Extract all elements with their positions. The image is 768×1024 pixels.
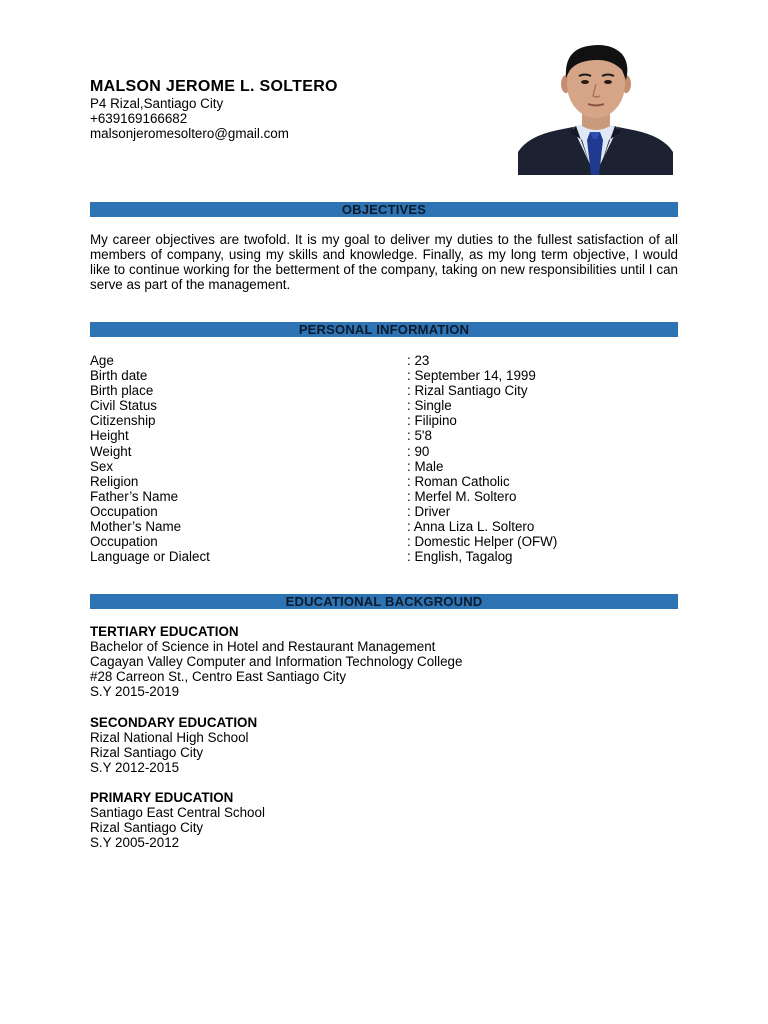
personal-info-value: : Single [407, 398, 452, 414]
personal-info-row [90, 534, 678, 549]
personal-info-label: Sex [90, 458, 114, 474]
personal-info-row [90, 519, 678, 534]
profile-photo [518, 40, 673, 175]
personal-info-table [90, 353, 678, 564]
tertiary-education-heading: TERTIARY EDUCATION [90, 624, 239, 639]
personal-info-value: : 90 [407, 443, 430, 459]
education-line: S.Y 2015-2019 [90, 684, 180, 700]
personal-info-row [90, 428, 678, 443]
personal-info-value: : Filipino [407, 413, 457, 429]
personal-info-row [90, 398, 678, 413]
personal-info-label: Height [90, 428, 129, 444]
personal-info-value: : Anna Liza L. Soltero [407, 519, 535, 535]
education-line: Cagayan Valley Computer and Information Technology College [90, 654, 463, 670]
primary-education-heading: PRIMARY EDUCATION [90, 790, 234, 805]
education-line: #28 Carreon St., Centro East Santiago City [90, 669, 347, 685]
personal-info-row [90, 549, 678, 564]
personal-info-row [90, 353, 678, 368]
objectives-section-header: OBJECTIVES [90, 202, 678, 217]
personal-info-value: : September 14, 1999 [407, 368, 536, 384]
personal-info-label: Birth date [90, 368, 148, 384]
personal-info-value: : Male [407, 458, 444, 474]
address-text: P4 Rizal,Santiago City [90, 96, 224, 111]
tertiary-education-block [90, 624, 462, 699]
personal-info-row [90, 489, 678, 504]
phone-text: +639169166682 [90, 111, 188, 126]
education-line: Rizal Santiago City [90, 745, 204, 761]
personal-info-label: Father’s Name [90, 488, 179, 504]
personal-info-value: : Merfel M. Soltero [407, 488, 517, 504]
personal-info-label: Citizenship [90, 413, 156, 429]
education-line: Rizal National High School [90, 730, 249, 746]
personal-info-label: Language or Dialect [90, 549, 210, 565]
personal-info-value: : Roman Catholic [407, 473, 510, 489]
personal-info-value: : Driver [407, 503, 451, 519]
personal-info-label: Mother’s Name [90, 519, 182, 535]
personal-info-row [90, 444, 678, 459]
personal-info-label: Occupation [90, 503, 158, 519]
contact-block [90, 96, 289, 141]
education-section-header: EDUCATIONAL BACKGROUND [90, 594, 678, 609]
secondary-education-heading: SECONDARY EDUCATION [90, 715, 258, 730]
secondary-education-block [90, 715, 257, 775]
personal-info-row [90, 459, 678, 474]
education-line: Rizal Santiago City [90, 820, 204, 836]
email-text: malsonjeromesoltero@gmail.com [90, 126, 289, 141]
primary-education-block [90, 790, 265, 850]
personal-info-label: Birth place [90, 383, 154, 399]
personal-info-value: : 23 [407, 353, 430, 368]
education-line: Santiago East Central School [90, 805, 265, 821]
personal-info-value: : Domestic Helper (OFW) [407, 534, 558, 550]
personal-info-row [90, 474, 678, 489]
personal-info-label: Civil Status [90, 398, 157, 414]
personal-info-label: Occupation [90, 534, 158, 550]
personal-info-row [90, 383, 678, 398]
personal-info-row [90, 504, 678, 519]
personal-info-row [90, 413, 678, 428]
personal-info-row [90, 368, 678, 383]
personal-info-label: Age [90, 353, 114, 368]
education-line: Bachelor of Science in Hotel and Restaurant Management [90, 639, 436, 655]
personal-info-label: Religion [90, 473, 139, 489]
personal-info-section-header: PERSONAL INFORMATION [90, 322, 678, 337]
personal-info-label: Weight [90, 443, 132, 459]
education-line: S.Y 2005-2012 [90, 835, 180, 851]
personal-info-value: : 5'8 [407, 428, 432, 444]
personal-info-value: : English, Tagalog [407, 549, 513, 565]
education-line: S.Y 2012-2015 [90, 760, 180, 776]
personal-info-value: : Rizal Santiago City [407, 383, 528, 399]
objectives-text: My career objectives are twofold. It is my goal to deliver my duties to the fullest satisfaction of all members of company, using my skills and knowledge. Finally, as my long term objective, I would like to continue working for the betterment of the company, taking on new responsibilities until I can serve as part of the management. [90, 232, 678, 292]
applicant-name: MALSON JEROME L. SOLTERO [90, 78, 338, 95]
